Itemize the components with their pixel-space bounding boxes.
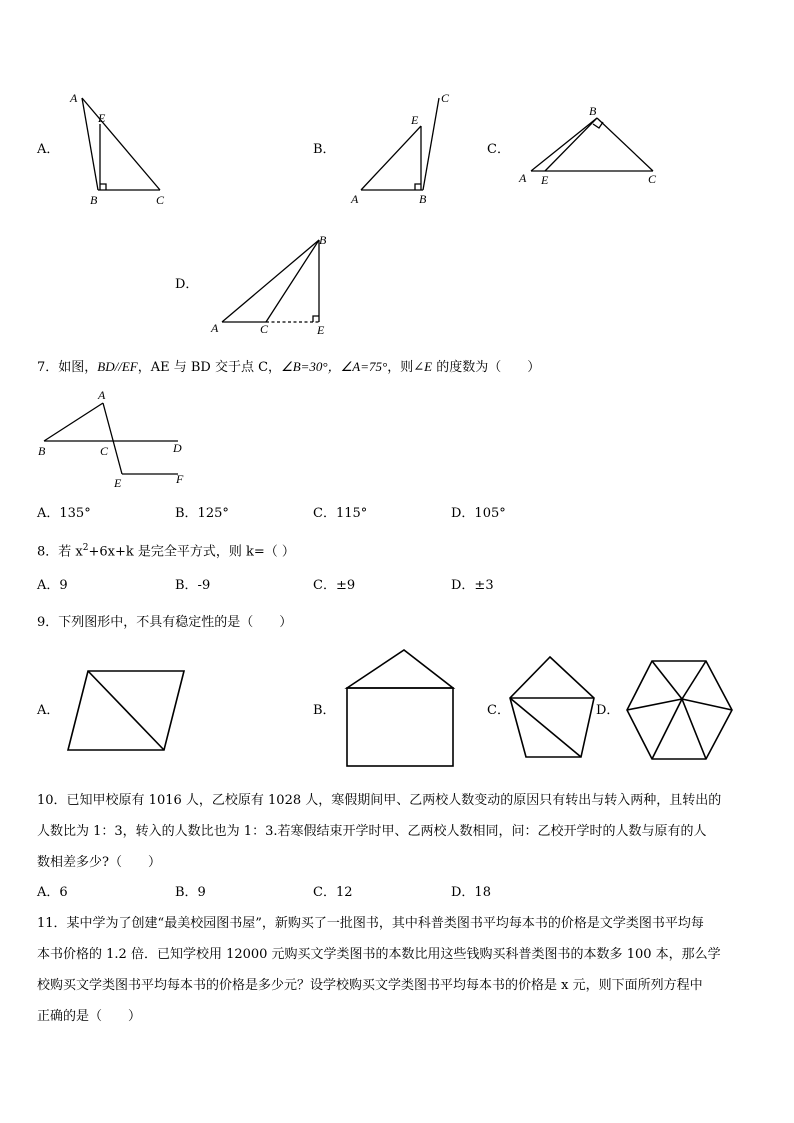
option-label: C． (487, 142, 510, 157)
point-label: C (648, 172, 657, 186)
option-label: D． (596, 703, 620, 718)
point-label: C (100, 444, 109, 458)
point-label: E (541, 173, 549, 187)
choice-c: C．±9 (313, 578, 356, 593)
option-label: B． (313, 142, 336, 157)
point-label: A (519, 171, 527, 185)
math-expression: ∠B=30°，∠A=75° (281, 359, 388, 374)
q8-stem: 8．若 $x^2+6x+k$ 是完全平方式，则 k=（ ） (37, 543, 295, 560)
point-label: A (70, 91, 78, 105)
point-label: E (411, 113, 419, 127)
q9-figure-d-hexagon (622, 655, 737, 765)
q6-figure-a (60, 90, 180, 210)
math-expression: E (424, 359, 433, 374)
q9-figure-a-parallelogram (60, 665, 190, 755)
point-label: B (319, 233, 327, 247)
q9-figure-b-house (340, 645, 460, 770)
q9-figure-c-pentagon (505, 652, 600, 762)
option-label: A． (37, 703, 60, 718)
option-label: B． (313, 703, 336, 718)
point-label: C (441, 91, 450, 105)
choice-d: D．±3 (451, 578, 494, 593)
choice-a: A．9 (37, 578, 68, 593)
point-label: D (173, 441, 182, 455)
point-label: B (90, 193, 98, 207)
choice-b: B．9 (175, 885, 206, 900)
point-label: E (114, 476, 122, 490)
q6-figure-b (345, 90, 465, 210)
choice-c: C．115° (313, 506, 368, 521)
option-label: D． (175, 277, 199, 292)
point-label: B (38, 444, 46, 458)
q6-figure-c (515, 100, 665, 190)
option-label: A． (37, 142, 60, 157)
point-label: A (98, 388, 106, 402)
q6-figure-d (205, 228, 340, 343)
q7-figure (30, 385, 200, 490)
choice-c: C．12 (313, 885, 353, 900)
q11-stem: 11．某中学为了创建“最美校园图书屋”，新购买了一批图书，其中科普类图书平均每本书的价格是文学类图书平均每 本书价格的 1.2 倍．已知学校用 12000 元购买文学类图书的本数比用这些钱购买科普类图书的本数多 100 本，那么学 校购买文学类图书平均每本书的价格是多少元？设学校购买文学类图书平均每本书的价格是 x 元，则下面所列方程中 正确的是（ ） (37, 916, 721, 1024)
option-label: C． (487, 703, 510, 718)
choice-a: A．6 (37, 885, 68, 900)
q9-stem: 9．下列图形中，不具有稳定性的是（ ） (37, 615, 293, 630)
choice-b: B．125° (175, 506, 229, 521)
point-label: E (317, 323, 325, 337)
choice-d: D．105° (451, 506, 506, 521)
point-label: C (156, 193, 165, 207)
point-label: A (211, 321, 219, 335)
q7-stem: 7．如图，BD//EF，AE 与 BD 交于点 C，∠B=30°，∠A=75°，则∠E 的度数为（ ） (37, 359, 541, 375)
point-label: E (98, 111, 106, 125)
point-label: C (260, 322, 269, 336)
choice-b: B．-9 (175, 578, 211, 593)
choice-a: A．135° (37, 506, 91, 521)
point-label: F (176, 472, 184, 486)
point-label: B (589, 104, 597, 118)
choice-d: D．18 (451, 885, 491, 900)
point-label: A (351, 192, 359, 206)
q10-stem: 10．已知甲校原有 1016 人，乙校原有 1028 人，寒假期间甲、乙两校人数变动的原因只有转出与转入两种，且转出的 人数比为 1：3，转入的人数比也为 1：3.若寒假结束开学时甲、乙两校人数相同，问：乙校开学时的人数与原有的人 数相差多少?（ ） (37, 793, 722, 870)
point-label: B (419, 192, 427, 206)
math-expression: BD//EF (97, 359, 138, 374)
